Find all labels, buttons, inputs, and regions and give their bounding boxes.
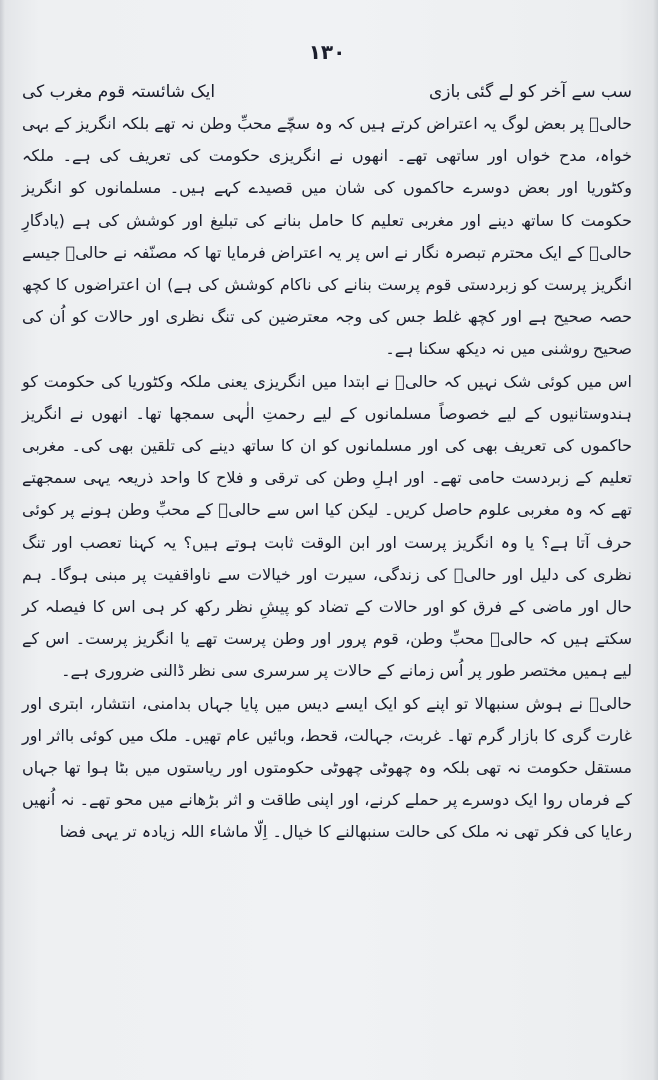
opening-verse [22, 76, 632, 108]
verse-right-half: سب سے آخر کو لے گئی بازی [428, 82, 632, 102]
paragraph: اس میں کوئی شک نہیں کہ حالیؔ نے ابتدا میں انگریزی یعنی ملکہ وکٹوریا کی حکومت کو ہندوستانیوں کے لیے خصوصاً مسلمانوں کے لیے رحمتِ الٰہی سمجھا تھا۔ انھوں نے انگریز حاکموں کی تعریف بھی کی اور مسلمانوں کو ان کا ساتھ دینے کی تلقین بھی کی۔ مغربی تعلیم کے زبردست حامی تھے۔ اور اہلِ وطن کی ترقی و فلاح کا واحد ذریعہ یہی سمجھتے تھے کہ وہ مغربی علوم حاصل کریں۔ لیکن کیا اس سے حالیؔ کے محبِّ وطن ہونے پر کوئی حرف آتا ہے؟ یا وہ انگریز پرست اور ابن الوقت ثابت ہوتے ہیں؟ یہ کہنا تعصب اور تنگ نظری کی دلیل اور حالیؔ کی زندگی، سیرت اور خیالات سے ناواقفیت پر مبنی ہوگا۔ ہم حال اور ماضی کے فرق کو اور حالات کے تضاد کو پیشِ نظر رکھ کر ہی اس کا فیصلہ کر سکتے ہیں کہ حالیؔ محبِّ وطن، قوم پرور اور وطن پرست تھے یا انگریز پرست۔ اس کے لیے ہمیں مختصر طور پر اُس زمانے کے حالات پر سرسری سی نظر ڈالنی ضروری ہے۔ [22, 371, 632, 681]
paragraph: حالیؔ پر بعض لوگ یہ اعتراض کرتے ہیں کہ وہ سچّے محبِّ وطن نہ تھے بلکہ انگریز کے بہی خواہ، مدح خواں اور ساتھی تھے۔ انھوں نے انگریزی حکومت کی تعریف کی ہے۔ ملکہ وکٹوریا اور بعض دوسرے حاکموں کی شان میں قصیدے کہے ہیں۔ مسلمانوں کو انگریز حکومت کا ساتھ دینے اور مغربی تعلیم کا حامل بنانے کی تبلیغ اور کوشش کی ہے (یادگارِ حالیؔ کے ایک محترم تبصرہ نگار نے اس پر یہ اعتراض فرمایا تھا کہ مصنّفہ نے حالیؔ جیسے انگریز پرست کو زبردستی قوم پرست بنانے کی ناکام کوشش کی ہے) ان اعتراضوں کا کچھ حصہ صحیح ہے اور کچھ غلط جس کی وجہ معترضین کی تنگ نظری اور حالات کو اُن کی صحیح روشنی میں نہ دیکھ سکنا ہے۔ [21, 114, 632, 359]
paragraph: حالیؔ نے ہوش سنبھالا تو اپنے کو ایک ایسے دیس میں پایا جہاں بدامنی، انتشار، ابتری اور غارت گری کا بازار گرم تھا۔ غربت، جہالت، قحط، وبائیں عام تھیں۔ ملک میں کوئی بااثر اور مستقل حکومت نہ تھی بلکہ وہ چھوٹی چھوٹی حکومتوں اور ریاستوں میں بٹا ہوا تھا جہاں کے فرماں روا ایک دوسرے پر حملے کرنے، اور اپنی طاقت و اثر بڑھانے میں محو تھے۔ نہ اُنھیں رعایا کی فکر تھی نہ ملک کی حالت سنبھالنے کا خیال۔ اِلّا ماشاء اللہ زیادہ تر یہی فضا [22, 693, 632, 842]
page-number: ۱۳۰ [308, 40, 346, 64]
body-text [22, 108, 632, 849]
scan-shadow-left [0, 0, 5, 1080]
verse-left-half: ایک شائستہ قوم مغرب کی [22, 82, 216, 102]
scan-shadow-right [653, 0, 658, 1080]
